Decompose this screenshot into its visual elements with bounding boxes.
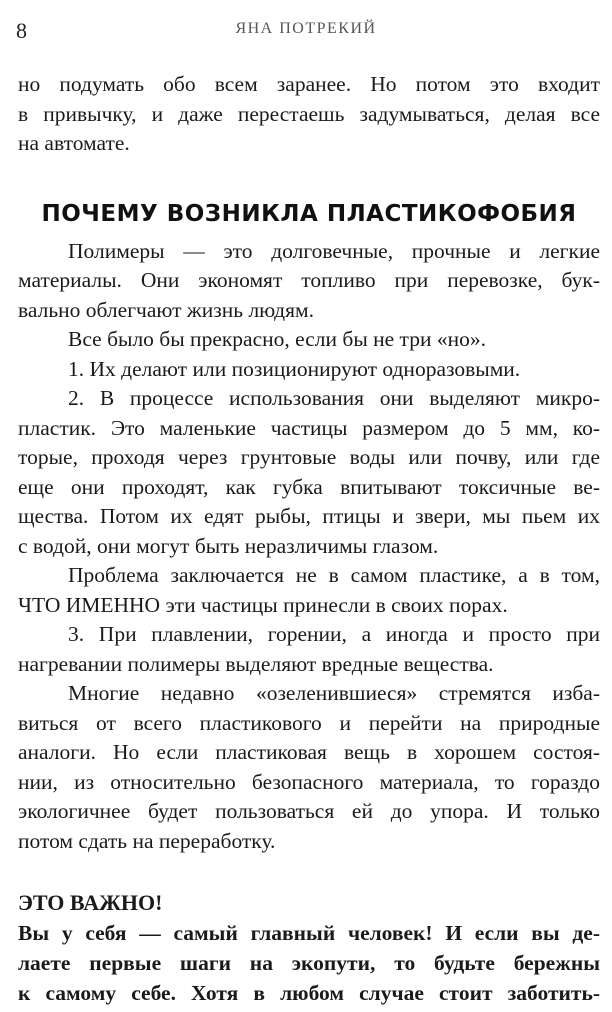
text-line: щества. Потом их едят рыбы, птицы и звери, мы пьем их [18, 504, 600, 528]
text-line: нии, из относительно безопасного материала, то гораздо [18, 769, 600, 794]
text-line: 3. При плавлении, горении, а иногда и просто при [68, 622, 600, 646]
paragraph-point-1 [18, 355, 600, 385]
text-line: на автомате. [18, 131, 130, 155]
text-line: нагревании полимеры выделяют вредные вещества. [18, 651, 494, 676]
text-line: материалы. Они экономят топливо при перевозке, бук- [18, 268, 600, 292]
important-body [18, 918, 600, 1008]
text-line: потом сдать на переработку. [18, 828, 276, 853]
intro-paragraph [18, 70, 600, 159]
text-line: Проблема заключается не в самом пластике, а в том, [68, 563, 600, 587]
text-line: пластик. Это маленькие частицы размером до 5 мм, ко- [18, 415, 600, 440]
text-line: 2. В процессе использования они выделяют микро- [68, 386, 600, 410]
text-line: еще они проходят, как губка впитывают токсичные ве- [18, 474, 600, 499]
important-title: ЭТО ВАЖНО! [18, 890, 163, 915]
paragraph-green-converts [18, 679, 600, 856]
text-line: лаете первые шаги на экопути, то будьте бережны [18, 951, 600, 975]
text-line: ЧТО ИМЕННО эти частицы принесли в своих порах. [18, 592, 508, 617]
paragraph-point-3 [18, 620, 600, 679]
text-line: торые, проходя через грунтовые воды или почву, или где [18, 445, 600, 469]
text-line: вально облегчают жизнь людям. [18, 297, 314, 322]
text-line: Вы у себя — самый главный человек! И если вы де- [18, 921, 600, 945]
text-line: в привычку, и даже перестаешь задумываться, делая все [18, 101, 600, 126]
text-line: Полимеры — это долговечные, прочные и легкие [68, 238, 600, 263]
text-line: виться от всего пластикового и перейти на природные [18, 710, 600, 735]
page-content [18, 70, 600, 1008]
text-line: но подумать обо всем заранее. Но потом это входит [18, 72, 600, 96]
paragraph-polymers [18, 237, 600, 326]
section-heading: ПОЧЕМУ ВОЗНИКЛА ПЛАСТИКОФОБИЯ [41, 200, 577, 227]
paragraph-three-buts [18, 325, 600, 355]
text-line: с водой, они могут быть неразличимы глазом. [18, 533, 439, 558]
paragraph-point-2 [18, 384, 600, 561]
text-line: аналоги. Но если пластиковая вещь в хорошем состоя- [18, 740, 600, 764]
text-line: к самому себе. Хотя в любом случае стоит заботить- [18, 981, 600, 1005]
text-line: Все было бы прекрасно, если бы не три «но». [68, 327, 486, 351]
text-line: экологичнее будет пользоваться ей до упора. И только [18, 799, 600, 823]
text-line: Многие недавно «озеленившиеся» стремятся изба- [68, 681, 600, 705]
paragraph-problem [18, 561, 600, 620]
text-line: 1. Их делают или позиционируют одноразовыми. [68, 356, 521, 381]
page-number: 8 [16, 18, 27, 43]
running-head-author: ЯНА ПОТРЕКИЙ [235, 20, 377, 37]
page-header [0, 12, 612, 42]
